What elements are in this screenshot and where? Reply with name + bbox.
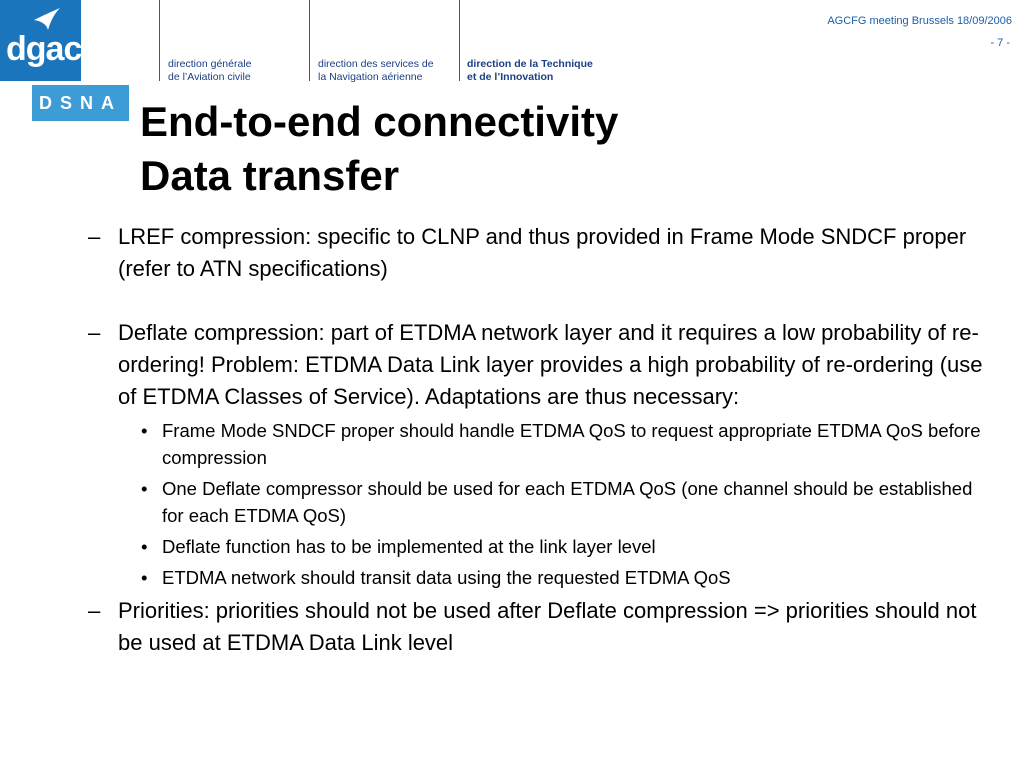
sub-list-item-text: One Deflate compressor should be used for each ETDMA QoS (one channel should be established for each ETDMA QoS)	[162, 478, 973, 526]
bullet-marker: •	[141, 567, 148, 588]
direction-dgac: direction générale de l’Aviation civile	[168, 58, 252, 83]
title-line-2: Data transfer	[140, 152, 400, 199]
list-item-text: LREF compression: specific to CLNP and thus provided in Frame Mode SNDCF proper (refer to ATN specifications)	[118, 224, 967, 281]
list-item-text: Priorities: priorities should not be used after Deflate compression => priorities should not be used at ETDMA Data Link level	[118, 598, 977, 655]
direction-dsna: direction des services de la Navigation aérienne	[318, 58, 434, 83]
title-line-1: End-to-end connectivity	[140, 98, 619, 145]
sub-list-item	[88, 417, 988, 471]
dgac-logo-text: dgac	[6, 30, 82, 68]
slide-content	[88, 221, 988, 659]
sub-list-item	[88, 533, 988, 560]
list-item	[88, 221, 988, 285]
header-divider	[159, 0, 160, 81]
list-item	[88, 595, 988, 659]
header-divider	[459, 0, 460, 81]
header-divider	[309, 0, 310, 81]
sub-list-item-text: Frame Mode SNDCF proper should handle ETDMA QoS to request appropriate ETDMA QoS before compression	[162, 420, 981, 468]
bullet-marker: •	[141, 478, 148, 499]
bullet-marker: •	[141, 420, 148, 441]
list-item-text: Deflate compression: part of ETDMA network layer and it requires a low probability of re-ordering! Problem: ETDMA Data Link layer provides a high probability of re-ordering (use of ETDMA Classes of Service). Adaptations are thus necessary:	[118, 320, 983, 409]
direction-dti: direction de la Technique et de l’Innovation	[467, 58, 593, 83]
dgac-logo	[0, 0, 81, 81]
slide-title	[140, 95, 618, 203]
sub-list-item-text: ETDMA network should transit data using the requested ETDMA QoS	[162, 567, 731, 588]
plane-icon	[32, 6, 62, 32]
dash-marker: –	[88, 320, 101, 345]
list-item	[88, 317, 988, 413]
dsna-logo: DSNA	[32, 85, 129, 121]
dash-marker: –	[88, 598, 101, 623]
bullet-marker: •	[141, 536, 148, 557]
page-number: - 7 -	[990, 37, 1010, 49]
dash-marker: –	[88, 224, 101, 249]
meeting-info: AGCFG meeting Brussels 18/09/2006	[827, 15, 1012, 27]
sub-list-item	[88, 475, 988, 529]
sub-list-item-text: Deflate function has to be implemented at the link layer level	[162, 536, 656, 557]
sub-list-item	[88, 564, 988, 591]
